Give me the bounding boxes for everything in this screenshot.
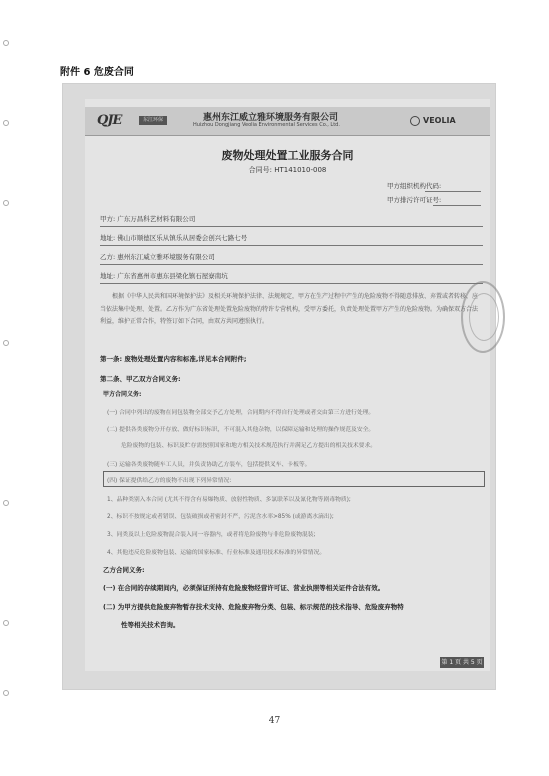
binding-hole xyxy=(3,690,9,696)
party-a-address: 地址: 佛山市顺德区乐从镇乐从居委会创兴七路七号 xyxy=(100,234,248,242)
anomaly-item: 2、标识不按规定或者错误、包装破损或者密封不严，污泥含水率>85% (或游离水滴出); xyxy=(107,514,334,520)
party-a-duty: (二) 提供各类废物分开存放、做好标识标识，不可混入其他杂物，以保障运输和处理的操作规范及安全。 xyxy=(107,427,375,433)
contract-preamble: 根据《中华人民共和国环境保护法》及相关环境保护法律、法规规定，甲方在生产过程中产生的危险废物不得随意排放、弃置或者转移，应当依法集中处理、处置。乙方作为广东省处理处置危险废物的特许专营机构，受甲方委托，负责处理处置甲方产生的危险废物。为确保双方合法利益，维护正常合作，特签订如下合同，由双方共同遵照执行。 xyxy=(100,293,479,325)
binding-hole xyxy=(3,500,9,506)
party-b-address-underline xyxy=(100,283,483,284)
binding-hole xyxy=(3,340,9,346)
section-1: 第一条: 废物处理处置内容和标准,详见本合同附件; xyxy=(100,355,247,363)
dongjiang-logo xyxy=(97,113,167,128)
party-a-underline xyxy=(100,226,483,227)
party-b-duty: (一) 在合同的存续期间内，必须保证所持有危险废物经营许可证、营业执照等相关证件合法有效。 xyxy=(103,584,385,592)
party-a-name: 甲方: 广东万昌科艺材料有限公司 xyxy=(100,215,196,223)
party-a-duty: (三) 运输各类废物随车工人员，并负责协助乙方装车，包括提供叉车、卡板等。 xyxy=(107,462,311,468)
party-a-duty: (一) 合同中列出的废物在同包装物全部交予乙方处理，合同期内不得自行处理或者交由第三方进行处理。 xyxy=(107,410,375,416)
attachment-label: 附件 6 危废合同 xyxy=(60,67,134,78)
binding-hole xyxy=(3,120,9,126)
party-b-address: 地址: 广东省惠州市惠东县梁化镇石屋寮南坑 xyxy=(100,272,228,280)
company-name-cn: 惠州东江威立雅环境服务有限公司 xyxy=(203,113,339,123)
page-footer: 第 1 页 共 5 页 xyxy=(441,659,483,666)
highlight-box xyxy=(103,471,485,487)
company-name-en: Huizhou Dongjiang Veolia Environmental Services Co., Ltd. xyxy=(193,122,340,128)
letterhead xyxy=(85,107,490,136)
anomaly-item: 1、品种类别入本合同 (尤其不得含有易爆物质、放射性物质、多氯联苯以及氰化物等剧毒物质); xyxy=(107,497,351,503)
anomaly-item: 4、其他违反危险废物包装、运输的国家标准、行业标准及通用技术标准的异常情况。 xyxy=(107,550,326,556)
party-b-name: 乙方: 惠州东江威立雅环境服务有限公司 xyxy=(100,253,215,261)
party-b-duty: 性等相关技术咨询。 xyxy=(121,621,180,629)
party-a-address-underline xyxy=(100,245,483,246)
party-b-underline xyxy=(100,264,483,265)
permit-underline xyxy=(433,205,481,206)
org-code-underline xyxy=(425,191,481,192)
party-b-duties-title: 乙方合同义务: xyxy=(103,566,145,574)
seal-stamp-inner xyxy=(469,293,499,341)
anomaly-item: 3、同类及以上危险废物混合装入同一容器内，或者将危险废物与非危险废物混装; xyxy=(107,532,316,538)
dongjiang-logo-mark: QJE xyxy=(97,113,122,128)
veolia-logo xyxy=(410,115,470,127)
binding-hole xyxy=(3,200,9,206)
section-2: 第二条、甲乙双方合同义务: xyxy=(100,375,181,383)
veolia-logo-text: VEOLIA xyxy=(423,116,456,125)
party-a-org-code: 甲方组织机构代码: xyxy=(387,182,442,190)
page-number: 47 xyxy=(268,716,281,726)
binding-hole xyxy=(3,40,9,46)
party-a-permit-no: 甲方排污许可证号: xyxy=(387,196,442,204)
party-b-duty: (二) 为甲方提供危险废弃物暂存技术支持、危险废弃物分类、包装、标示规范的技术指导、危险废弃物特 xyxy=(103,603,404,611)
dongjiang-logo-text: 东江环保 xyxy=(139,116,167,125)
scanned-contract-page xyxy=(63,84,495,689)
contract-number: 合同号: HT141010-008 xyxy=(248,166,327,174)
contract-sheet xyxy=(85,99,490,671)
binding-hole xyxy=(3,620,9,626)
party-a-duty: 危险废物的包装、标识及贮存需按照国家和地方相关技术规范执行并满足乙方提出的相关技术要求。 xyxy=(121,443,377,449)
binding-holes xyxy=(3,40,9,700)
contract-title: 废物处理处置工业服务合同 xyxy=(221,149,354,162)
veolia-logo-icon xyxy=(410,116,420,126)
party-a-duty: (四) 保证提供给乙方的废物不出现下列异常情况: xyxy=(107,478,232,484)
party-a-duties-title: 甲方合同义务: xyxy=(103,391,142,398)
